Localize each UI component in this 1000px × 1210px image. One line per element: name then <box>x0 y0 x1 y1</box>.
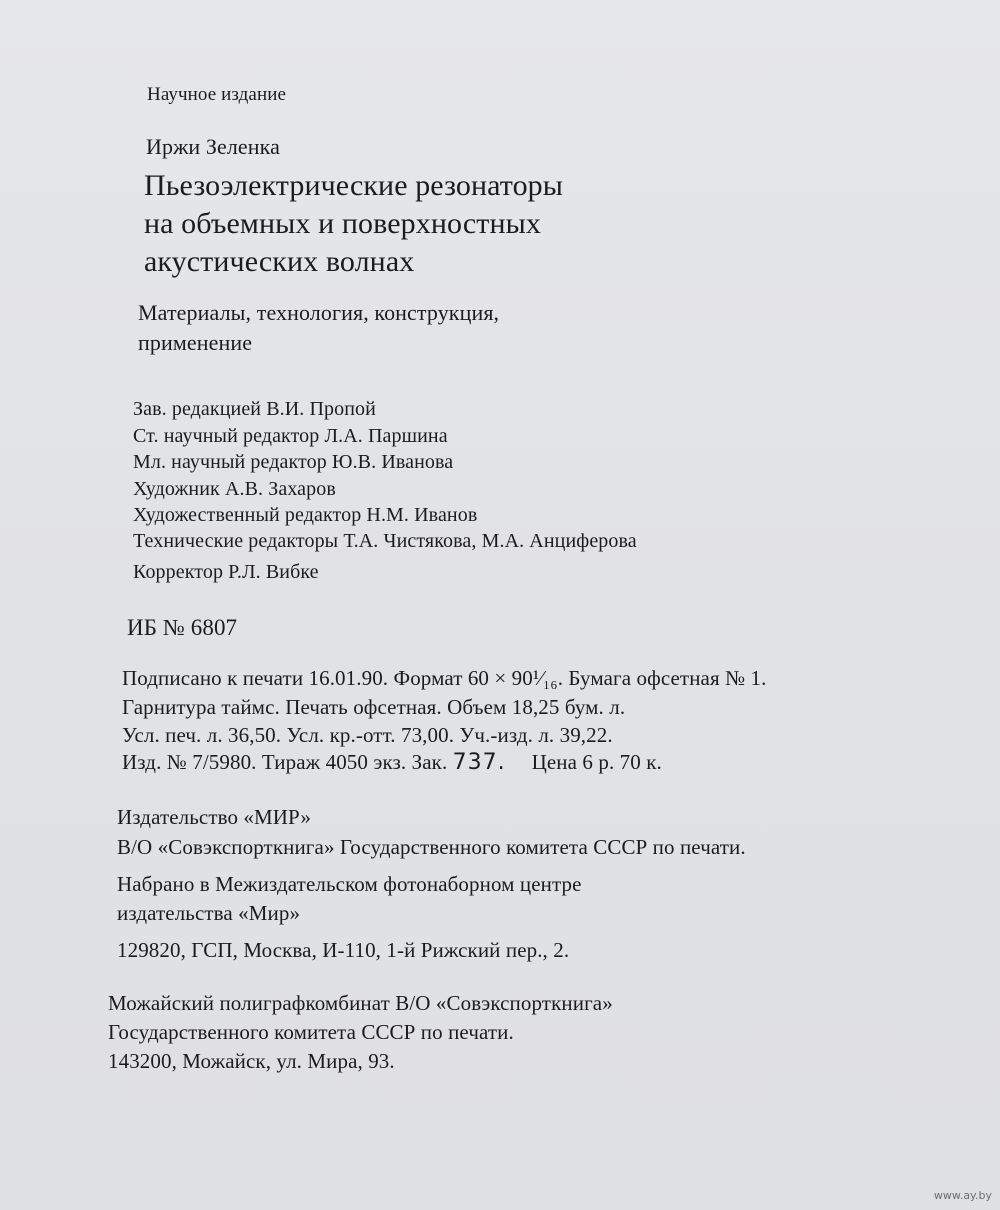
printer-info: Государственного комитета СССР по печати. <box>108 1020 514 1044</box>
watermark: www.ay.by <box>933 1189 992 1202</box>
printer-info: Можайский полиграфкомбинат В/О «Совэкспорткнига» <box>108 991 613 1015</box>
staff-line: Технические редакторы Т.А. Чистякова, М.А. Анциферова <box>133 530 637 552</box>
book-title: Пьезоэлектрические резонаторы на объемных и поверхностных акустических волнах <box>144 169 564 278</box>
staff-line: Мл. научный редактор Ю.В. Иванова <box>133 451 454 473</box>
order-number-stamp: 737. <box>452 750 506 775</box>
staff-line: Ст. научный редактор Л.А. Паршина <box>133 425 448 447</box>
staff-line: Корректор Р.Л. Вибке <box>133 561 319 583</box>
staff-line: Художник А.В. Захаров <box>133 478 336 500</box>
price: Цена 6 р. 70 к. <box>531 750 662 774</box>
publisher-org: В/О «Совэкспорткнига» Государственного комитета СССР по печати. <box>117 835 746 859</box>
author-name: Иржи Зеленка <box>146 134 280 159</box>
publisher-address: 129820, ГСП, Москва, И-110, 1-й Рижский пер., 2. <box>117 938 570 962</box>
typeset-info: Набрано в Межиздательском фотонаборном центре <box>117 872 582 896</box>
printer-address: 143200, Можайск, ул. Мира, 93. <box>108 1049 395 1073</box>
book-subtitle: Материалы, технология, конструкция, применение <box>138 300 500 355</box>
print-info-edition: Изд. № 7/5980. Тираж 4050 экз. Зак. <box>122 750 453 774</box>
print-info-line: Подписано к печати 16.01.90. Формат 60 × 90¹⁄₁₆. Бумага офсетная № 1. <box>122 666 767 690</box>
print-info-line: Усл. печ. л. 36,50. Усл. кр.-отт. 73,00. Уч.-изд. л. 39,22. <box>122 723 613 747</box>
print-info-line: Гарнитура таймс. Печать офсетная. Объем 18,25 бум. л. <box>122 695 626 719</box>
typeset-info: издательства «Мир» <box>117 901 301 925</box>
ib-number: ИБ № 6807 <box>127 615 238 640</box>
series-label: Научное издание <box>147 84 287 105</box>
print-info-line-4 <box>122 749 662 776</box>
staff-line: Художественный редактор Н.М. Иванов <box>133 504 478 526</box>
publisher-name: Издательство «МИР» <box>117 805 311 829</box>
staff-line: Зав. редакцией В.И. Пропой <box>133 398 376 420</box>
